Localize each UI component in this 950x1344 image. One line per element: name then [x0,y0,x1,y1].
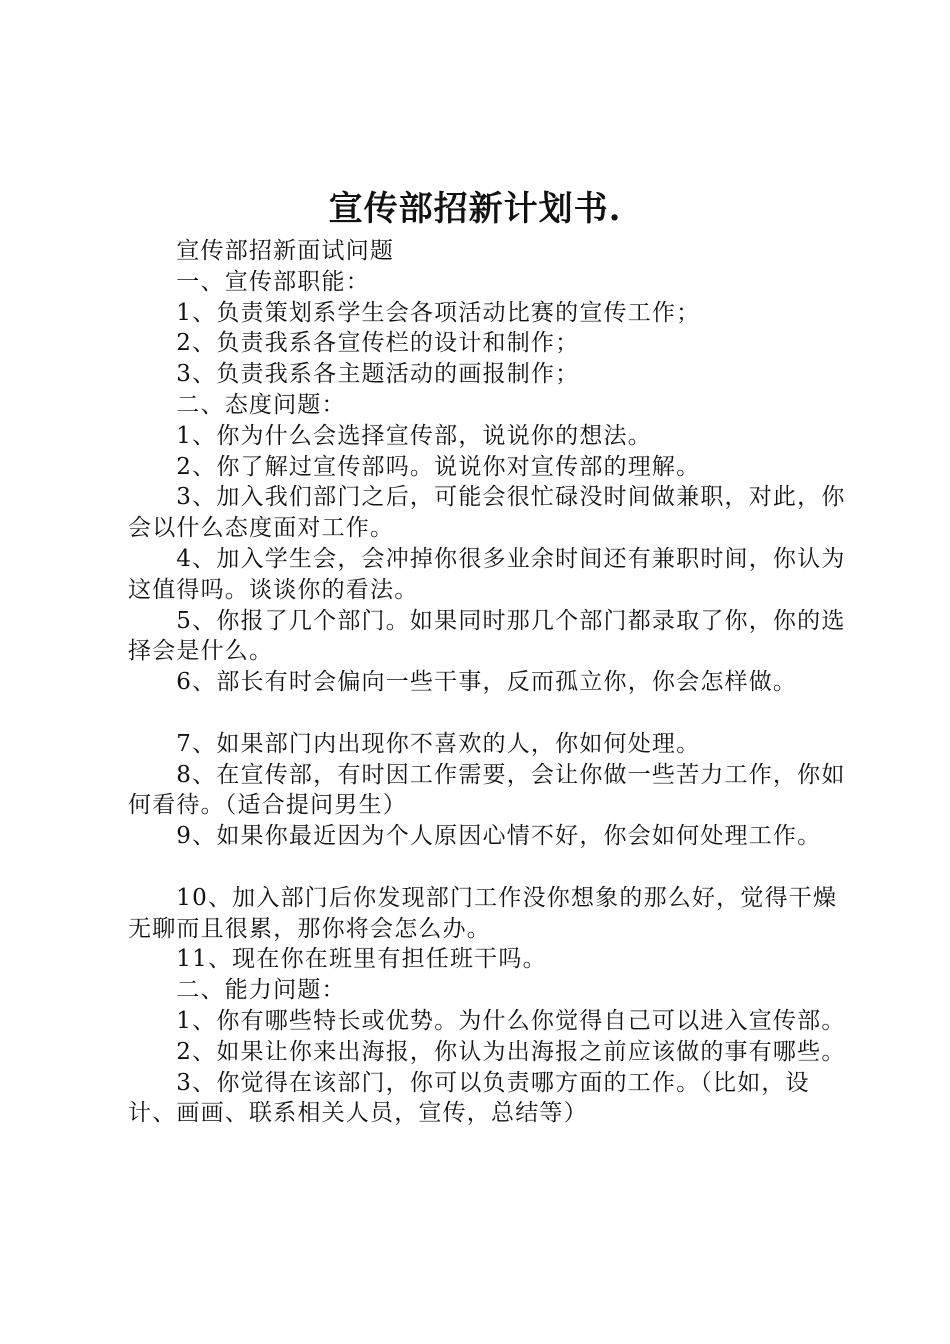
document-title: 宣传部招新计划书. [328,189,622,229]
section-heading-duties: 一、宣传部职能： [176,268,370,295]
duty-item: 2、负责我系各宣传栏的设计和制作； [176,330,580,357]
attitude-question: 3、加入我们部门之后，可能会很忙碌没时间做兼职，对此，你会以什么态度面对工作。 [128,484,846,542]
attitude-question: 1、你为什么会选择宣传部，说说你的想法。 [176,422,652,449]
document-body [128,236,852,1129]
blank-line [128,698,852,729]
section-heading-ability: 二、能力问题： [176,977,346,1004]
attitude-question: 9、如果你最近因为个人原因心情不好，你会如何处理工作。 [176,823,822,850]
attitude-question: 10、加入部门后你发现部门工作没你想象的那么好，觉得干燥无聊而且很累，那你将会怎么办。 [128,884,838,942]
attitude-question: 7、如果部门内出现你不喜欢的人，你如何处理。 [176,730,701,757]
attitude-question: 2、你了解过宣传部吗。说说你对宣传部的理解。 [176,453,701,480]
duty-item: 1、负责策划系学生会各项活动比赛的宣传工作； [176,299,701,326]
section-heading-interview: 宣传部招新面试问题 [176,238,395,264]
blank-line [128,852,852,883]
attitude-question: 8、在宣传部，有时因工作需要，会让你做一些苦力工作，你如何看待。（适合提问男生） [128,761,846,819]
ability-question: 2、如果让你来出海报，你认为出海报之前应该做的事有哪些。 [176,1038,846,1065]
attitude-question: 5、你报了几个部门。如果同时那几个部门都录取了你，你的选择会是什么。 [128,607,846,665]
attitude-question: 6、部长有时会偏向一些干事，反而孤立你，你会怎样做。 [176,669,798,696]
duty-item: 3、负责我系各主题活动的画报制作； [176,361,580,388]
ability-question: 1、你有哪些特长或优势。为什么你觉得自己可以进入宣传部。 [176,1007,846,1034]
attitude-question: 4、加入学生会，会冲掉你很多业余时间还有兼职时间，你认为这值得吗。谈谈你的看法。 [128,545,846,603]
ability-question: 3、你觉得在该部门，你可以负责哪方面的工作。（比如，设计、画画、联系相关人员，宣传，总结等） [128,1069,810,1127]
attitude-question: 11、现在你在班里有担任班干吗。 [176,946,547,973]
section-heading-attitude: 二、态度问题： [176,391,346,418]
